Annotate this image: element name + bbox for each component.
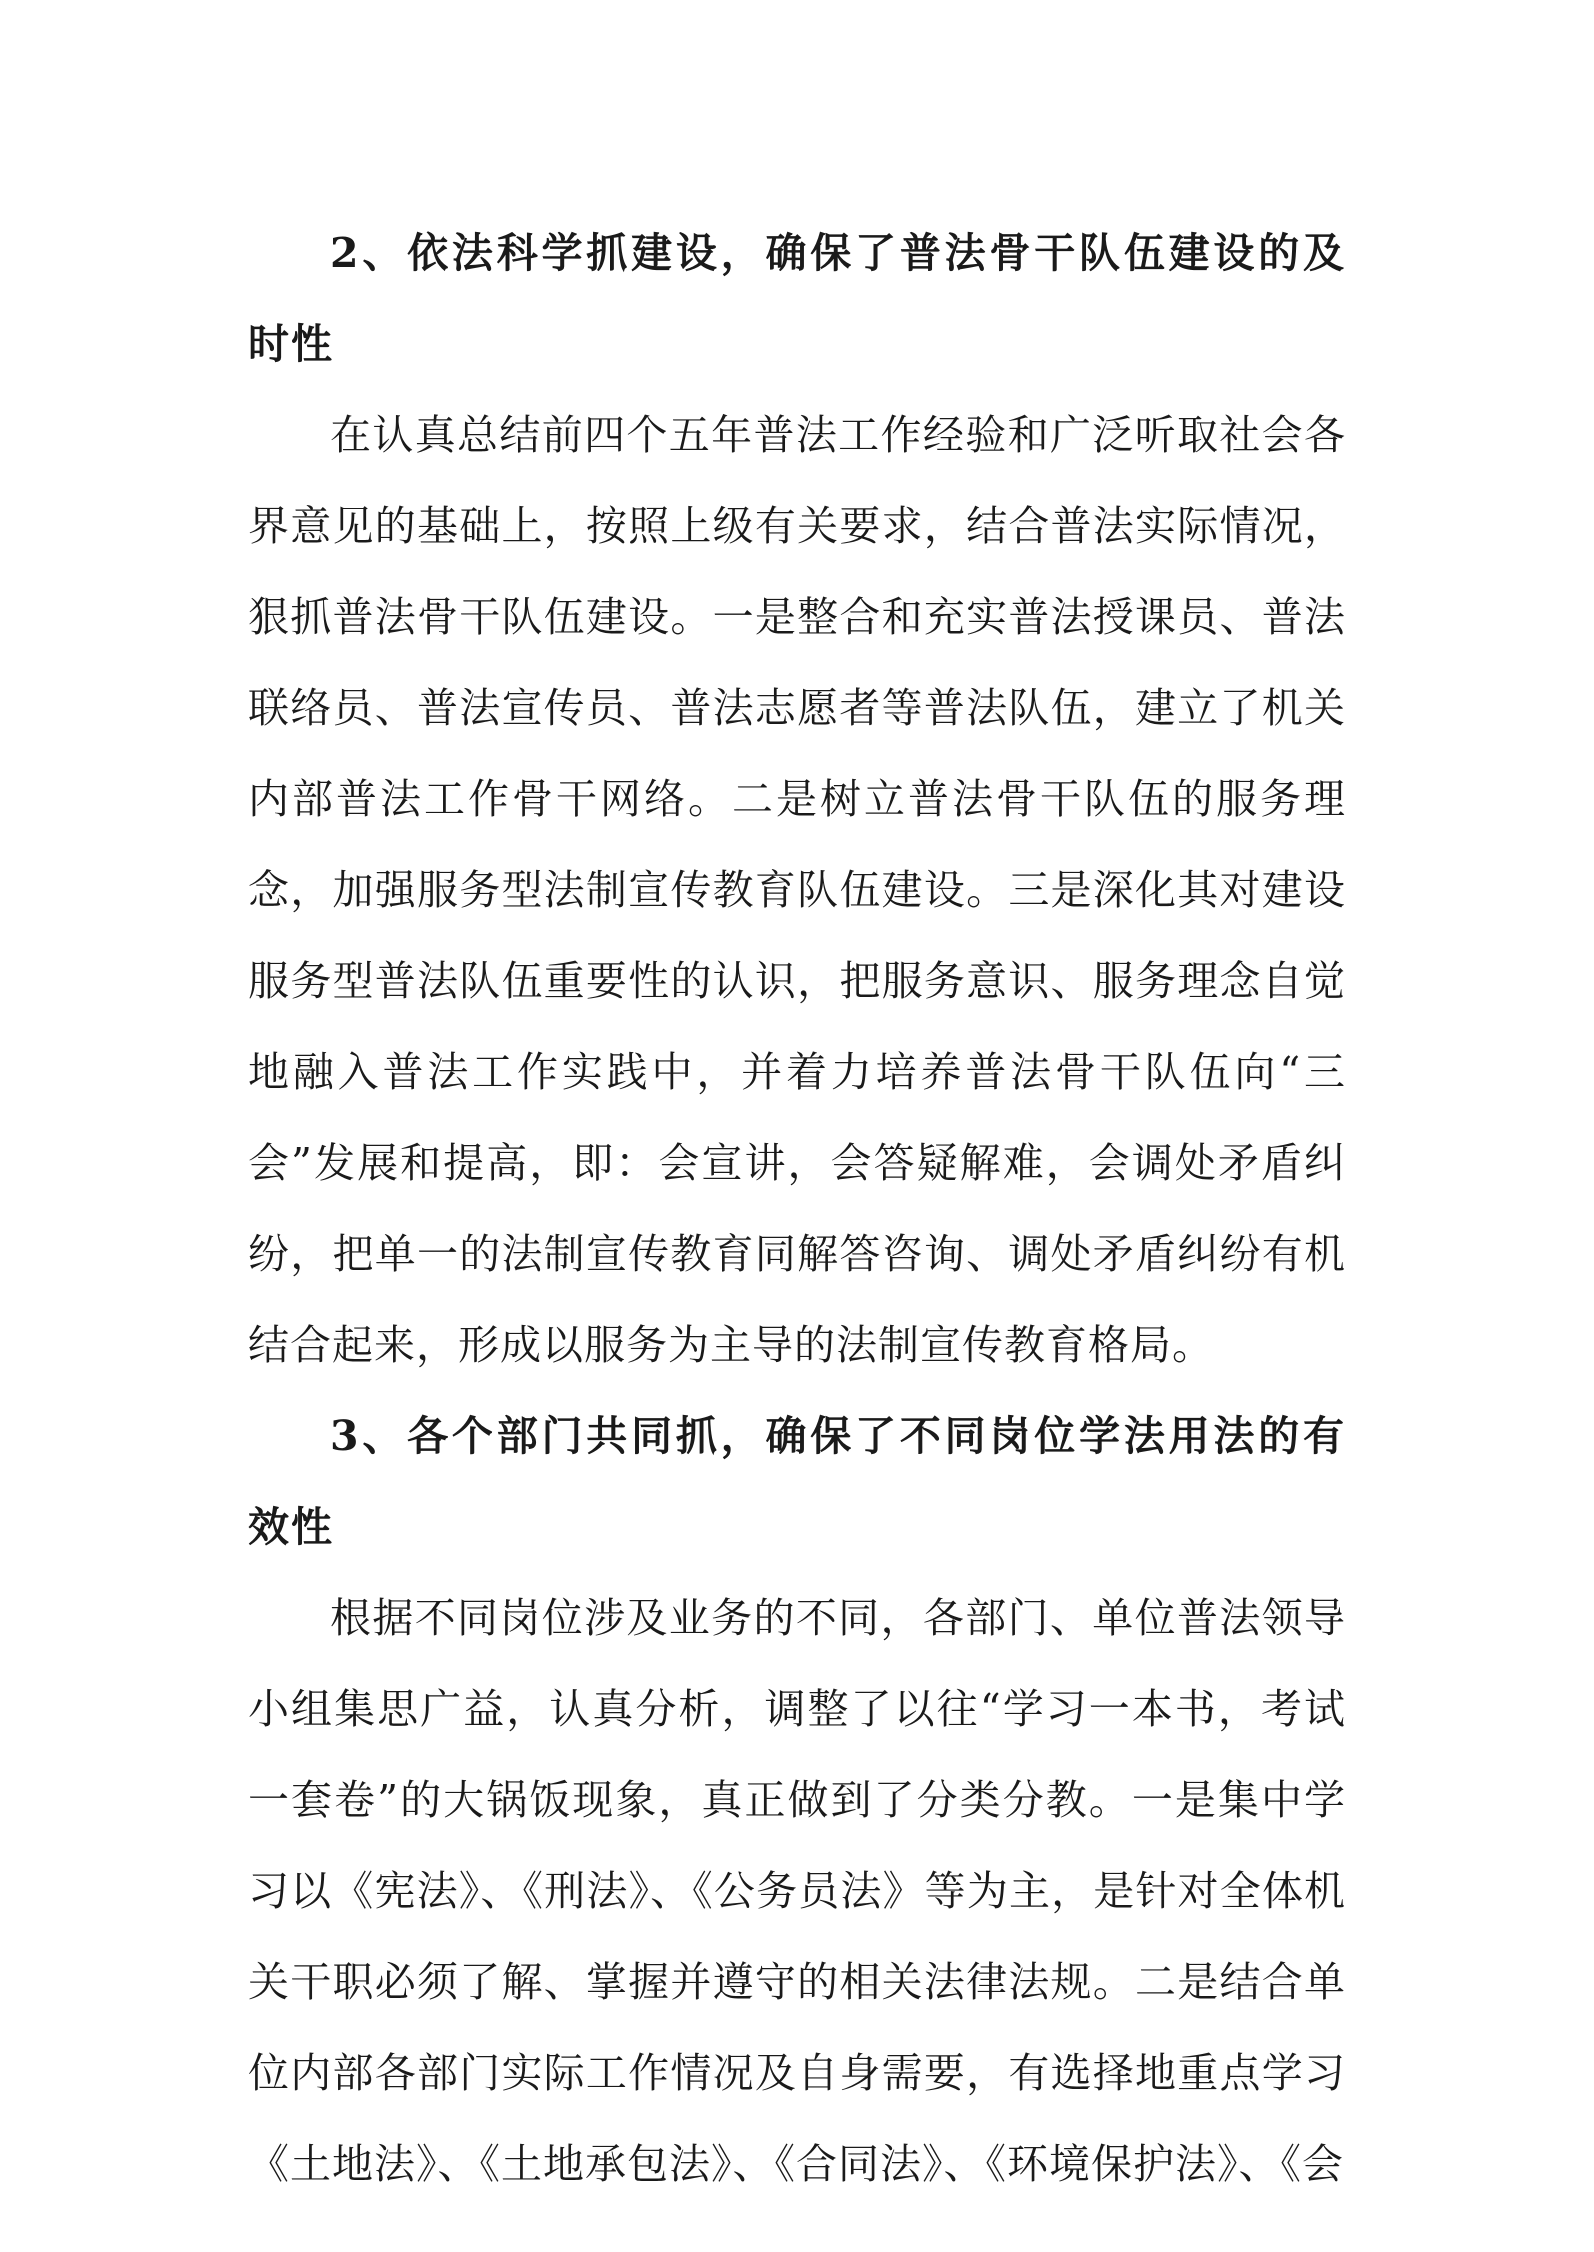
section-heading-2: 2、依法科学抓建设，确保了普法骨干队伍建设的及时性 <box>248 229 1346 368</box>
section-paragraph-2: 在认真总结前四个五年普法工作经验和广泛听取社会各界意见的基础上，按照上级有关要求，结合普法实际情况，狠抓普法骨干队伍建设。一是整合和充实普法授课员、普法联络员、普法宣传员、普法志愿者等普法队伍，建立了机关内部普法工作骨干网络。二是树立普法骨干队伍的服务理念，加强服务型法制宣传教育队伍建设。三是深化其对建设服务型普法队伍重要性的认识，把服务意识、服务理念自觉地融入普法工作实践中，并着力培养普法骨干队伍向“三会”发展和提高，即：会宣讲，会答疑解难，会调处矛盾纠纷，把单一的法制宣传教育同解答咨询、调处矛盾纠纷有机结合起来，形成以服务为主导的法制宣传教育格局。 <box>248 411 1346 1369</box>
section-paragraph-3: 根据不同岗位涉及业务的不同，各部门、单位普法领导小组集思广益，认真分析，调整了以往“学习一本书，考试一套卷”的大锅饭现象，真正做到了分类分教。一是集中学习以《宪法》、《刑法》、《公务员法》等为主，是针对全体机关干职必须了解、掌握并遵守的相关法律法规。二是结合单位内部各部门实际工作情况及自身需要，有选择地重点学习《土地法》、《土地承包法》、《合同法》、《环境保护法》、《会 <box>248 1594 1346 2188</box>
section-heading-3: 3、各个部门共同抓，确保了不同岗位学法用法的有效性 <box>248 1412 1346 1551</box>
document-body <box>248 208 1346 2210</box>
